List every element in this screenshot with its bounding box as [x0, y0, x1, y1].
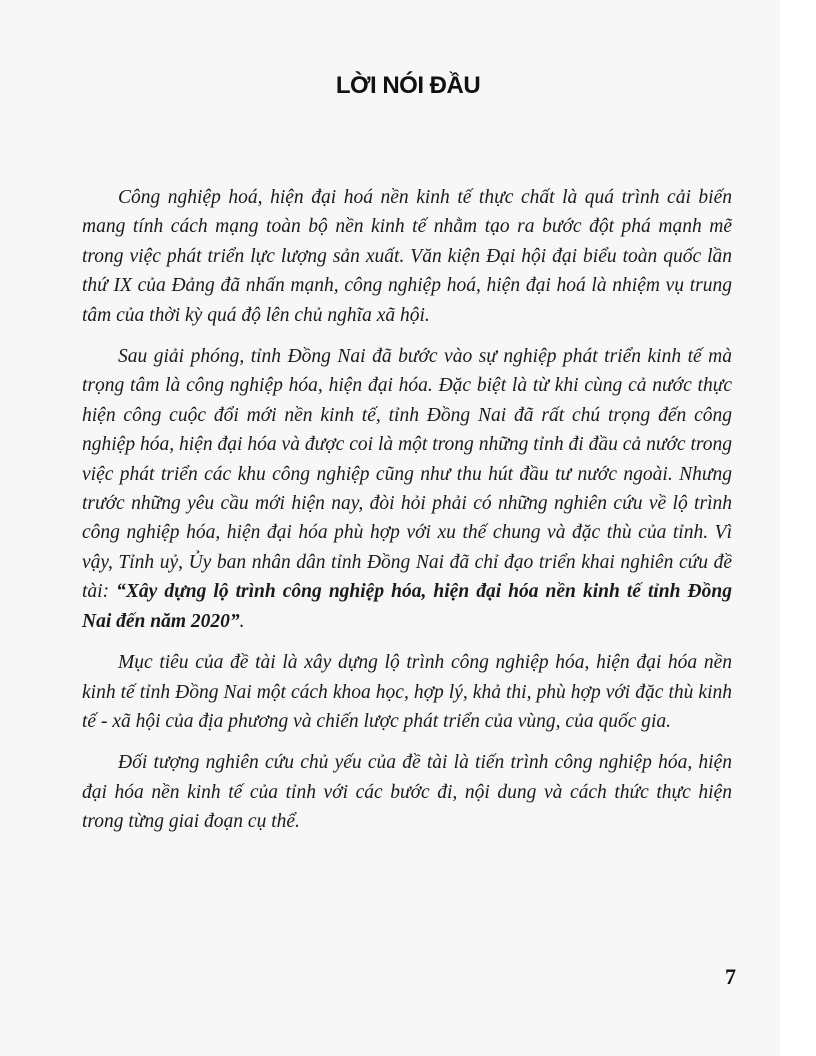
- project-title: “Xây dựng lộ trình công nghiệp hóa, hiện đại hóa nền kinh tế tỉnh Đồng Nai đến năm 2020”: [82, 581, 732, 632]
- paragraph-2: [82, 342, 732, 636]
- paragraph-3: Mục tiêu của đề tài là xây dựng lộ trình công nghiệp hóa, hiện đại hóa nền kinh tế tỉnh Đồng Nai một cách khoa học, hợp lý, khả thi, phù hợp với đặc thù kinh tế - xã hội của địa phương và chiến lược phát triển của vùng, của quốc gia.: [82, 652, 732, 732]
- body-text: [82, 183, 732, 849]
- paragraph-4: Đối tượng nghiên cứu chủ yếu của đề tài là tiến trình công nghiệp hóa, hiện đại hóa nền kinh tế của tỉnh với các bước đi, nội dung và cách thức thực hiện trong từng giai đoạn cụ thể.: [82, 752, 732, 833]
- paragraph-2-text: Sau giải phóng, tỉnh Đồng Nai đã bước vào sự nghiệp phát triển kinh tế mà trọng tâm là công nghiệp hóa, hiện đại hóa. Đặc biệt là từ khi cùng cả nước thực hiện công cuộc đổi mới nền kinh tế, tỉnh Đồng Nai đã rất chú trọng đến công nghiệp hóa, hiện đại hóa và được coi là một trong những tỉnh đi đầu cả nước trong việc phát triển các khu công nghiệp cũng như thu hút đầu tư nước ngoài. Nhưng trước những yêu cầu mới hiện nay, đòi hỏi phải có những nghiên cứu về lộ trình công nghiệp hóa, hiện đại hóa phù hợp với xu thế chung và đặc thù của tỉnh. Vì vậy, Tỉnh uỷ, Ủy ban nhân dân tỉnh Đồng Nai đã chỉ đạo triển khai nghiên cứu đề tài:: [82, 346, 732, 603]
- paragraph-2-end: .: [239, 610, 245, 632]
- paragraph-1: Công nghiệp hoá, hiện đại hoá nền kinh tế thực chất là quá trình cải biến mang tính cách mạng toàn bộ nền kinh tế nhằm tạo ra bước đột phá mạnh mẽ trong việc phát triển lực lượng sản xuất. Văn kiện Đại hội đại biểu toàn quốc lần thứ IX của Đảng đã nhấn mạnh, công nghiệp hoá, hiện đại hoá là nhiệm vụ trung tâm của thời kỳ quá độ lên chủ nghĩa xã hội.: [82, 187, 732, 326]
- page-number: 7: [725, 964, 736, 989]
- page-title: LỜI NÓI ĐẦU: [335, 72, 481, 99]
